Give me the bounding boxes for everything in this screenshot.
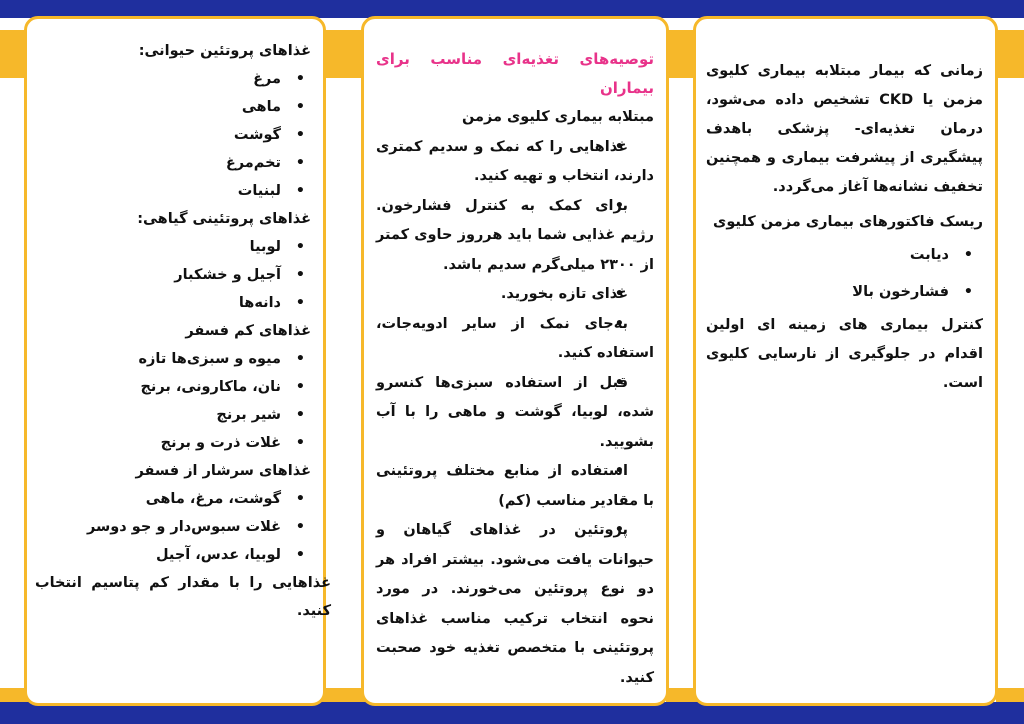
gold-stripe [996,688,1024,702]
list-item: • غلات سبوس‌دار و جو دوسر [35,513,311,541]
list-item: • مرغ [35,65,311,93]
recommendations-title: توصیه‌های تغذیه‌ای مناسب برای بیماران [376,50,654,97]
list-item: • غلات ذرت و برنج [35,429,311,457]
intro-paragraph: زمانی که بیمار مبتلابه بیماری کلیوی مزمن یا CKD تشخیص داده می‌شود، درمان تغذیه‌ای- پزشکی باهدف پیشگیری از پیشرفت بیماری و همچنین تخفیف نشانه‌ها آغاز می‌گردد. [706,63,983,195]
gold-stripe [996,30,1024,78]
high-phosphorus-heading: غذاهای سرشار از فسفر [135,463,311,479]
list-item: • نان، ماکارونی، برنج [35,373,311,401]
list-item: • پروتئین در غذاهای گیاهان و حیوانات یافت می‌شود. بیشتر افراد هر دو نوع پروتئین می‌خورند. در مورد نحوه انتخاب ترکیب مناسب غذاهای پروتئینی با متخصص تغذیه خود صحبت کنید. [376,516,654,693]
plant-protein-list [35,233,311,317]
list-item: • لوبیا [35,233,311,261]
list-item: • لبنیات [35,177,311,205]
list-item: • دانه‌ها [35,289,311,317]
low-potassium-note: غذاهایی را با مقدار کم پتاسیم انتخاب کنید. [35,575,331,619]
list-item: • به‌جای نمک از سایر ادویه‌جات، استفاده کنید. [376,310,654,369]
risk-factors-heading: ریسک فاکتورهای بیماری مزمن کلیوی [713,214,983,230]
recommendations-list [376,133,654,694]
list-item: • قبل از استفاده سبزی‌ها کنسرو شده، لوبیا، گوشت و ماهی را با آب بشویید. [376,369,654,458]
list-item: • شیر برنج [35,401,311,429]
high-phosphorus-list [35,485,311,569]
left-panel [24,16,331,706]
list-item: • گوشت [35,121,311,149]
list-item: • میوه و سبزی‌ها تازه [35,345,311,373]
recommendations-subtitle: مبتلابه بیماری کلیوی مزمن [461,109,654,125]
conclusion-paragraph: کنترل بیماری های زمینه ای اولین اقدام در جلوگیری از نارسایی کلیوی است. [706,317,983,391]
plant-protein-heading: غذاهای پروتئینی گیاهی: [137,211,311,227]
low-phosphorus-list [35,345,311,457]
animal-protein-heading: غذاهای پروتئین حیوانی: [138,43,311,59]
list-item: • غذاهایی را که نمک و سدیم کمتری دارند، انتخاب و تهیه کنید. [376,133,654,192]
list-item: • لوبیا، عدس، آجیل [35,541,311,569]
middle-panel [361,16,669,706]
list-item: • برای کمک به کنترل فشارخون. رژیم غذایی شما باید هرروز حاوی کمتر از ۲۳۰۰ میلی‌گرم سدیم باشد. [376,192,654,281]
list-item: • دیابت [706,237,983,274]
list-item: • فشارخون بالا [706,274,983,311]
list-item: • ماهی [35,93,311,121]
risk-factors-list [706,237,983,311]
list-item: • گوشت، مرغ، ماهی [35,485,311,513]
animal-protein-list [35,65,311,205]
list-item: • تخم‌مرغ [35,149,311,177]
low-phosphorus-heading: غذاهای کم فسفر [185,323,311,339]
list-item: • غذای تازه بخورید. [376,280,654,310]
right-panel [693,16,998,706]
list-item: • استفاده از منابع مختلف پروتئینی با مقادیر مناسب (کم) [376,457,654,516]
list-item: • آجیل و خشکبار [35,261,311,289]
